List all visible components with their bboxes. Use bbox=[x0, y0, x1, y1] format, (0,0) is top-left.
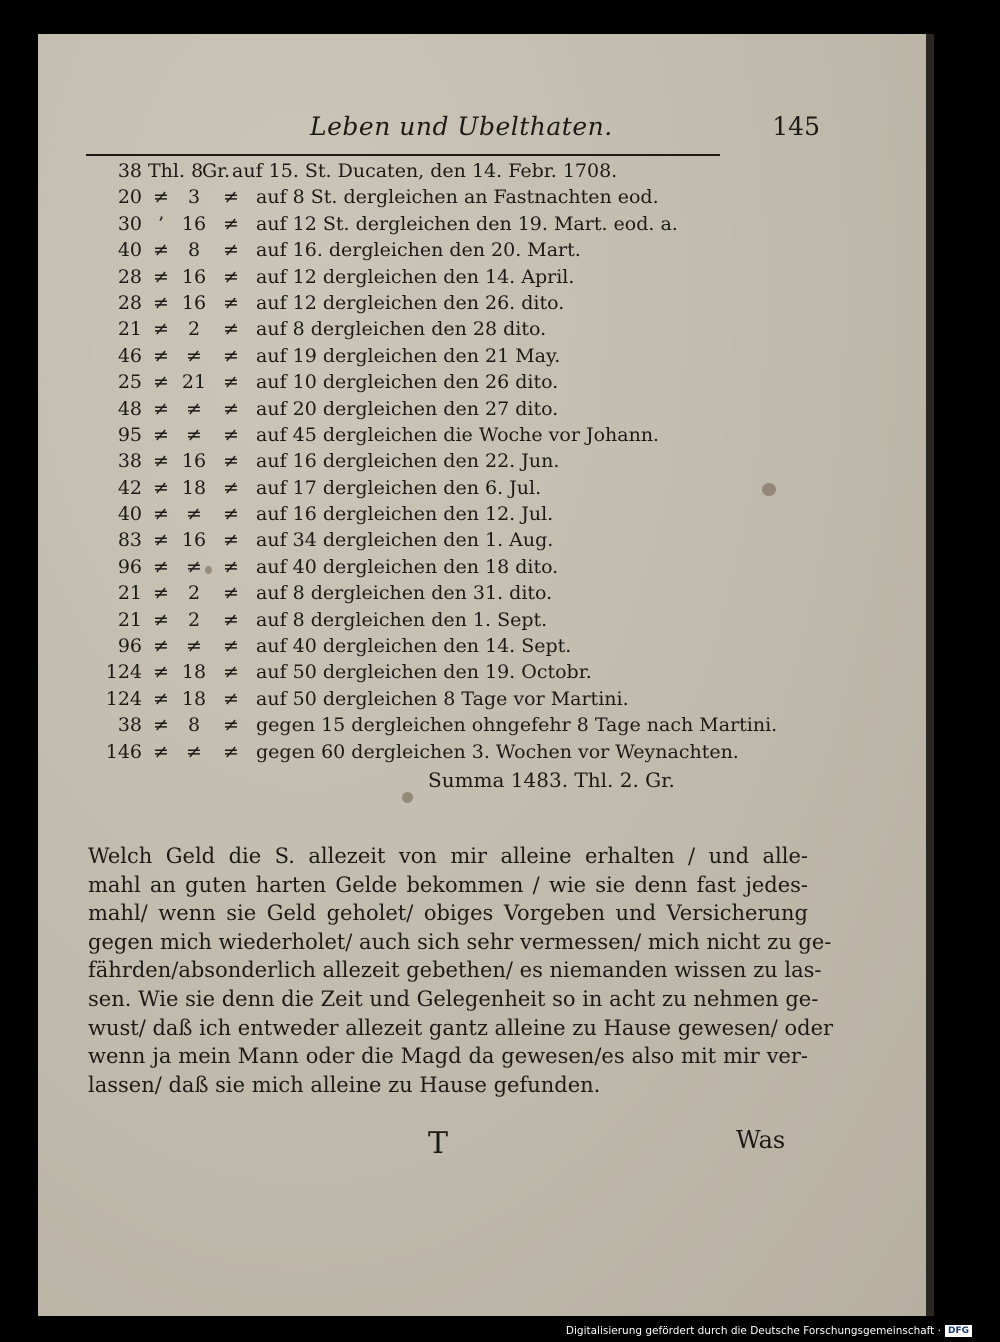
ledger-ditto-1: ≠ bbox=[153, 687, 169, 710]
ledger-amount: 40 bbox=[117, 503, 142, 526]
ledger-description: auf 12 dergleichen den 26. dito. bbox=[256, 291, 565, 314]
ledger-groschen: 3 bbox=[187, 186, 201, 209]
ledger-groschen: 16 bbox=[181, 212, 207, 235]
ledger-ditto-2: ≠ bbox=[223, 265, 239, 288]
ledger-description: auf 20 dergleichen den 27 dito. bbox=[256, 397, 559, 420]
ledger-groschen: ≠ bbox=[186, 503, 202, 526]
ledger-description: auf 34 dergleichen den 1. Aug. bbox=[256, 529, 554, 552]
ledger-ditto-2: ≠ bbox=[223, 291, 239, 314]
ledger-table bbox=[80, 158, 800, 765]
ledger-groschen: 16 bbox=[181, 450, 207, 473]
ledger-description: auf 40 dergleichen den 18 dito. bbox=[256, 555, 559, 578]
ledger-description: auf 45 dergleichen die Woche vor Johann. bbox=[256, 423, 660, 446]
ledger-row bbox=[80, 290, 800, 316]
ledger-ditto-2: ≠ bbox=[223, 423, 239, 446]
ledger-ditto-2: ≠ bbox=[223, 582, 239, 605]
ledger-ditto-1: ≠ bbox=[153, 635, 169, 658]
ledger-amount: 48 bbox=[117, 397, 142, 420]
ledger-amount: 146 bbox=[105, 740, 142, 763]
ledger-groschen: ≠ bbox=[186, 423, 202, 446]
ledger-description: auf 17 dergleichen den 6. Jul. bbox=[256, 476, 542, 499]
ledger-ditto-2: ≠ bbox=[223, 239, 239, 262]
ledger-amount: 21 bbox=[117, 608, 142, 631]
ledger-amount: 38 bbox=[117, 714, 142, 737]
ledger-groschen: ≠ bbox=[186, 555, 202, 578]
running-header bbox=[300, 112, 820, 146]
ledger-amount: 28 bbox=[117, 265, 142, 288]
ledger-groschen: ≠ bbox=[186, 740, 202, 763]
ledger-ditto-1: ≠ bbox=[153, 503, 169, 526]
ledger-ditto-1: ≠ bbox=[153, 423, 169, 446]
ledger-ditto-2: ≠ bbox=[223, 714, 239, 737]
ledger-ditto-1: ≠ bbox=[153, 529, 169, 552]
ledger-groschen: 18 bbox=[181, 661, 207, 684]
ledger-groschen: 8 bbox=[187, 714, 201, 737]
ledger-ditto-1: ’ bbox=[157, 212, 165, 235]
ledger-ditto-2: ≠ bbox=[223, 661, 239, 684]
ledger-row bbox=[80, 264, 800, 290]
catchword: Was bbox=[736, 1126, 786, 1154]
ledger-description: auf 50 dergleichen 8 Tage vor Martini. bbox=[256, 687, 629, 710]
ledger-description: auf 50 dergleichen den 19. Octobr. bbox=[256, 661, 592, 684]
ledger-description: auf 10 dergleichen den 26 dito. bbox=[256, 371, 559, 394]
ledger-row bbox=[80, 316, 800, 342]
ledger-ditto-2: ≠ bbox=[223, 318, 239, 341]
ledger-ditto-2: ≠ bbox=[223, 212, 239, 235]
ledger-groschen: Gr. bbox=[202, 160, 231, 182]
ledger-ditto-2: ≠ bbox=[223, 555, 239, 578]
ledger-row bbox=[80, 343, 800, 369]
ledger-ditto-1: ≠ bbox=[153, 714, 169, 737]
ledger-row bbox=[80, 475, 800, 501]
header-rule bbox=[86, 154, 720, 156]
ledger-description: auf 15. St. Ducaten, den 14. Febr. 1708. bbox=[232, 160, 618, 182]
ledger-row bbox=[80, 686, 800, 712]
ledger-ditto-2: ≠ bbox=[223, 186, 239, 209]
ledger-row bbox=[80, 211, 800, 237]
stain-spot bbox=[402, 792, 413, 803]
ledger-ditto-2: ≠ bbox=[223, 344, 239, 367]
ledger-row bbox=[80, 712, 800, 738]
ledger-row bbox=[80, 184, 800, 210]
ledger-groschen: 2 bbox=[187, 582, 201, 605]
ledger-ditto-1: ≠ bbox=[153, 608, 169, 631]
ledger-ditto-1: ≠ bbox=[153, 661, 169, 684]
ledger-amount: 38 bbox=[117, 450, 142, 473]
ledger-row bbox=[80, 501, 800, 527]
ledger-amount: 42 bbox=[117, 476, 142, 499]
paragraph-line: sen. Wie sie denn die Zeit und Gelegenheit so in acht zu nehmen ge- bbox=[88, 986, 819, 1011]
paragraph-line: Welch Geld die S. allezeit von mir alleine erhalten / und alle- bbox=[88, 844, 808, 868]
ledger-ditto-2: ≠ bbox=[223, 608, 239, 631]
paragraph-line: lassen/ daß sie mich alleine zu Hause gefunden. bbox=[88, 1072, 601, 1097]
paragraph-line: mahl an guten harten Gelde bekommen / wie sie denn fast jedes- bbox=[88, 872, 808, 897]
footer-credit bbox=[566, 1322, 972, 1340]
ledger-amount: 83 bbox=[117, 529, 142, 552]
ledger-ditto-1: ≠ bbox=[153, 318, 169, 341]
footer-text: Digitalisierung gefördert durch die Deutsche Forschungsgemeinschaft · bbox=[565, 1325, 941, 1337]
ledger-ditto-1: ≠ bbox=[153, 582, 169, 605]
body-paragraph bbox=[88, 842, 834, 1099]
ledger-description: auf 40 dergleichen den 14. Sept. bbox=[256, 635, 572, 658]
page-spine-edge bbox=[926, 34, 934, 1316]
ledger-description: auf 19 dergleichen den 21 May. bbox=[256, 344, 561, 367]
ledger-description: auf 8 dergleichen den 31. dito. bbox=[256, 582, 553, 605]
ledger-ditto-1: ≠ bbox=[153, 186, 169, 209]
ledger-groschen: ≠ bbox=[186, 344, 202, 367]
paragraph-line: wenn ja mein Mann oder die Magd da gewesen/es also mit mir ver- bbox=[88, 1044, 808, 1069]
ledger-description: gegen 60 dergleichen 3. Wochen vor Weynachten. bbox=[256, 740, 739, 763]
ledger-description: auf 16. dergleichen den 20. Mart. bbox=[256, 239, 581, 262]
ledger-row bbox=[80, 396, 800, 422]
ledger-description: auf 16 dergleichen den 12. Jul. bbox=[256, 503, 554, 526]
ledger-ditto-2: ≠ bbox=[223, 450, 239, 473]
ledger-amount: 28 bbox=[117, 291, 142, 314]
ledger-amount: 21 bbox=[117, 318, 142, 341]
ledger-ditto-1: ≠ bbox=[153, 239, 169, 262]
ledger-row bbox=[80, 369, 800, 395]
ledger-groschen: 2 bbox=[187, 608, 201, 631]
ledger-ditto-1: ≠ bbox=[153, 265, 169, 288]
ledger-groschen: 2 bbox=[187, 318, 201, 341]
ledger-amount: 25 bbox=[117, 371, 142, 394]
page-number: 145 bbox=[772, 112, 820, 141]
ledger-description: auf 8 dergleichen den 1. Sept. bbox=[256, 608, 548, 631]
ledger-ditto-1: ≠ bbox=[153, 476, 169, 499]
ledger-amount: 124 bbox=[105, 687, 142, 710]
ledger-groschen: 21 bbox=[181, 371, 207, 394]
ledger-ditto-2: ≠ bbox=[223, 476, 239, 499]
ledger-ditto-1: Thl. 8 bbox=[148, 160, 204, 182]
paragraph-line: gegen mich wiederholet/ auch sich sehr vermessen/ mich nicht zu ge- bbox=[88, 929, 832, 954]
ledger-row bbox=[80, 580, 800, 606]
ledger-description: auf 8 dergleichen den 28 dito. bbox=[256, 318, 547, 341]
ledger-row bbox=[80, 527, 800, 553]
ledger-amount: 124 bbox=[105, 661, 142, 684]
ledger-amount: 40 bbox=[117, 239, 142, 262]
ledger-amount: 30 bbox=[117, 212, 142, 235]
ledger-amount: 46 bbox=[117, 344, 142, 367]
ledger-amount: 95 bbox=[117, 423, 142, 446]
ledger-groschen: 18 bbox=[181, 476, 207, 499]
ledger-ditto-1: ≠ bbox=[153, 371, 169, 394]
ledger-row bbox=[80, 448, 800, 474]
ledger-groschen: 8 bbox=[187, 239, 201, 262]
ledger-row bbox=[80, 554, 800, 580]
ledger-amount: 96 bbox=[117, 635, 142, 658]
ledger-ditto-2: ≠ bbox=[223, 687, 239, 710]
ledger-description: auf 12 dergleichen den 14. April. bbox=[256, 265, 575, 288]
ledger-ditto-1: ≠ bbox=[153, 450, 169, 473]
ledger-row bbox=[80, 739, 800, 765]
header-title: Leben und Ubelthaten. bbox=[310, 112, 613, 141]
ledger-ditto-1: ≠ bbox=[153, 344, 169, 367]
ledger-amount: 38 bbox=[117, 160, 142, 182]
paragraph-line: fährden/absonderlich allezeit gebethen/ es niemanden wissen zu las- bbox=[88, 958, 822, 983]
ledger-ditto-2: ≠ bbox=[223, 740, 239, 763]
ledger-row bbox=[80, 633, 800, 659]
ledger-amount: 96 bbox=[117, 555, 142, 578]
paragraph-line: wust/ daß ich entweder allezeit gantz alleine zu Hause gewesen/ oder bbox=[88, 1015, 834, 1040]
ledger-row bbox=[80, 158, 800, 184]
ledger-groschen: ≠ bbox=[186, 397, 202, 420]
ledger-amount: 21 bbox=[117, 582, 142, 605]
ledger-ditto-1: ≠ bbox=[153, 397, 169, 420]
ledger-sum: Summa 1483. Thl. 2. Gr. bbox=[428, 768, 675, 792]
ledger-ditto-1: ≠ bbox=[153, 555, 169, 578]
ledger-ditto-1: ≠ bbox=[153, 740, 169, 763]
ledger-description: auf 12 St. dergleichen den 19. Mart. eod. a. bbox=[256, 212, 678, 235]
signature-mark: T bbox=[428, 1126, 449, 1161]
ledger-row bbox=[80, 659, 800, 685]
ledger-description: gegen 15 dergleichen ohngefehr 8 Tage nach Martini. bbox=[256, 714, 778, 737]
ledger-groschen: ≠ bbox=[186, 635, 202, 658]
ledger-description: auf 16 dergleichen den 22. Jun. bbox=[256, 450, 560, 473]
ledger-ditto-2: ≠ bbox=[223, 371, 239, 394]
ledger-ditto-2: ≠ bbox=[223, 397, 239, 420]
paragraph-line: mahl/ wenn sie Geld geholet/ obiges Vorgeben und Versicherung bbox=[88, 901, 808, 926]
ledger-ditto-2: ≠ bbox=[223, 635, 239, 658]
ledger-row bbox=[80, 237, 800, 263]
ledger-ditto-1: ≠ bbox=[153, 291, 169, 314]
ledger-groschen: 16 bbox=[181, 291, 207, 314]
ledger-description: auf 8 St. dergleichen an Fastnachten eod. bbox=[256, 186, 659, 209]
dfg-logo: DFG bbox=[945, 1325, 972, 1337]
ledger-groschen: 18 bbox=[181, 687, 207, 710]
ledger-groschen: 16 bbox=[181, 529, 207, 552]
ledger-ditto-2: ≠ bbox=[223, 503, 239, 526]
ledger-row bbox=[80, 607, 800, 633]
ledger-amount: 20 bbox=[117, 186, 142, 209]
ledger-ditto-2: ≠ bbox=[223, 529, 239, 552]
ledger-row bbox=[80, 422, 800, 448]
ledger-groschen: 16 bbox=[181, 265, 207, 288]
